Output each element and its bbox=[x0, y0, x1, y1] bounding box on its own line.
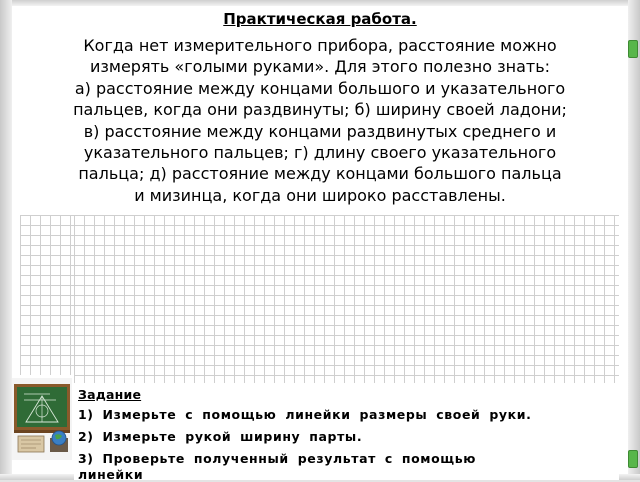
text-line: указательного пальцев; г) длину своего указательного bbox=[83, 143, 557, 163]
task-item: 3) Проверьте полученный результат с помощью bbox=[78, 451, 476, 466]
slide-edge-top bbox=[0, 0, 640, 6]
graph-paper-left bbox=[20, 215, 74, 375]
task-box bbox=[74, 383, 619, 480]
text-line: пальца; д) расстояние между концами большого пальца bbox=[78, 164, 562, 184]
slide-edge-left bbox=[0, 0, 12, 480]
slide-nav-button-top[interactable] bbox=[628, 40, 638, 58]
text-line: пальцев, когда они раздвинуты; б) ширину своей ладони; bbox=[73, 100, 567, 120]
text-line: измерять «голыми руками». Для этого полезно знать: bbox=[89, 57, 551, 77]
slide-nav-button-bottom[interactable] bbox=[628, 450, 638, 468]
blackboard-with-globe-icon bbox=[12, 378, 72, 460]
instruction-text bbox=[12, 35, 628, 206]
text-line: Когда нет измерительного прибора, расстояние можно bbox=[83, 36, 557, 55]
page-title: Практическая работа. bbox=[223, 10, 417, 28]
task-item: 1) Измерьте с помощью линейки размеры своей руки. bbox=[78, 407, 532, 422]
task-heading: Задание bbox=[78, 387, 142, 402]
task-item: 2) Измерьте рукой ширину парты. bbox=[78, 429, 363, 444]
text-line: а) расстояние между концами большого и указательного bbox=[74, 78, 566, 98]
slide-edge-right bbox=[628, 0, 640, 480]
task-item: линейки bbox=[78, 467, 144, 482]
text-line: и мизинца, когда они широко расставлены. bbox=[134, 185, 506, 205]
text-line: в) расстояние между концами раздвинутых среднего и bbox=[83, 121, 557, 141]
